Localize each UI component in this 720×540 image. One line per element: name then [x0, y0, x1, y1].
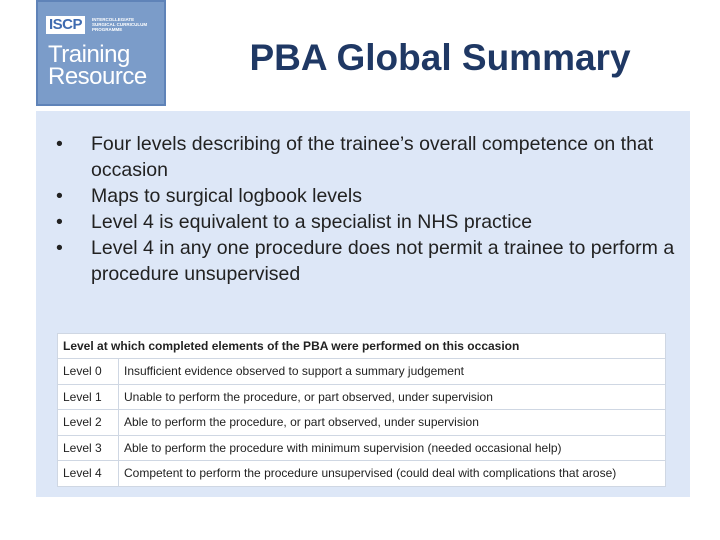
- bullet-item: • Level 4 in any one procedure does not permit a trainee to perform a procedure unsupervised: [56, 235, 676, 287]
- level-cell: Level 0: [58, 359, 119, 385]
- table-row: [58, 410, 666, 436]
- table-row: [58, 461, 666, 487]
- page-title: PBA Global Summary: [249, 37, 631, 78]
- description-cell: Unable to perform the procedure, or part observed, under supervision: [119, 384, 666, 410]
- pba-levels-table: [57, 333, 666, 487]
- description-cell: Able to perform the procedure with minimum supervision (needed occasional help): [119, 435, 666, 461]
- description-cell: Insufficient evidence observed to support a summary judgement: [119, 359, 666, 385]
- logo-training-text: Training: [48, 41, 130, 68]
- logo-tagline: INTERCOLLEGIATE SURGICAL CURRICULUM PROGRAMME: [92, 17, 148, 32]
- level-cell: Level 4: [58, 461, 119, 487]
- description-cell: Able to perform the procedure, or part observed, under supervision: [119, 410, 666, 436]
- logo-iscp-text: ISCP: [46, 16, 85, 34]
- bullet-item: • Maps to surgical logbook levels: [56, 183, 676, 209]
- table-header: Level at which completed elements of the PBA were performed on this occasion: [58, 334, 666, 359]
- level-cell: Level 2: [58, 410, 119, 436]
- level-cell: Level 1: [58, 384, 119, 410]
- bullet-item: • Level 4 is equivalent to a specialist in NHS practice: [56, 209, 676, 235]
- table-row: [58, 435, 666, 461]
- bullet-item: • Four levels describing of the trainee’s overall competence on that occasion: [56, 131, 676, 183]
- level-cell: Level 3: [58, 435, 119, 461]
- table-row: [58, 359, 666, 385]
- logo-resource-text: Resource: [48, 63, 147, 90]
- table-header-row: [58, 334, 666, 359]
- description-cell: Competent to perform the procedure unsupervised (could deal with complications that arose): [119, 461, 666, 487]
- bullet-list: [56, 131, 676, 287]
- iscp-training-resource-logo: [36, 0, 166, 106]
- table-row: [58, 384, 666, 410]
- content-panel: [36, 111, 690, 497]
